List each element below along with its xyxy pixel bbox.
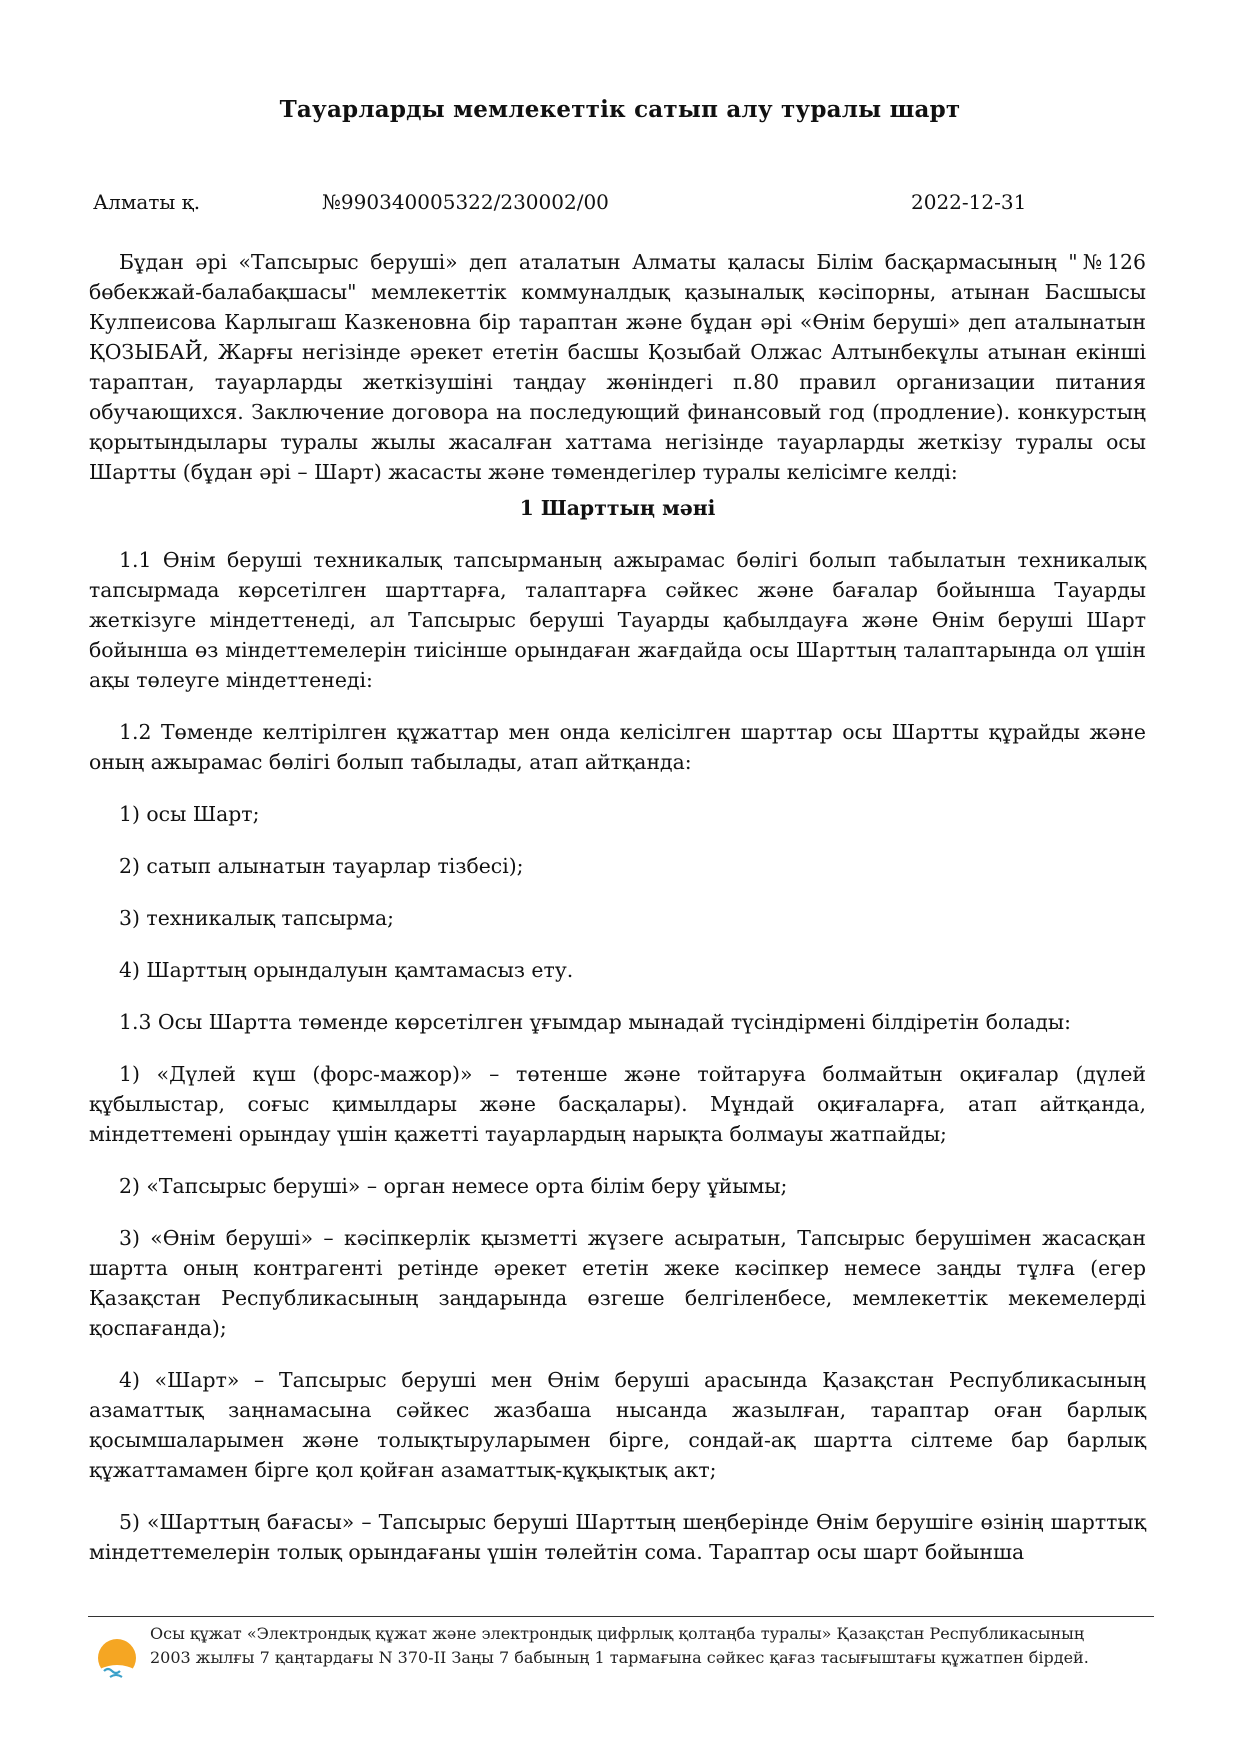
list-item: 3) техникалық тапсырма; — [119, 906, 394, 930]
list-item: 1) осы Шарт; — [119, 802, 260, 826]
definition-item: 1) «Дүлей күш (форс-мажор)» – төтенше және тойтаруға болмайтын оқиғалар (дүлей құбылыстар, соғыс қимылдары және басқалары). Мұндай оқиғаларға, атап айтқанда, міндеттемені орындау үшін қажетті тауарлардың нарықта болмауы жатпайды; — [89, 1062, 1146, 1146]
contract-number: №990340005322/230002/00 — [322, 190, 609, 214]
definition-item: 3) «Өнім беруші» – кәсіпкерлік қызметті жүзеге асыратын, Тапсырыс берушімен жасасқан шартта оның контрагенті ретінде әрекет ететін жеке кәсіпкер немесе заңды тұлға (егер Қазақстан Республикасының заңдарында өзгеше белгіленбесе, мемлекеттік мекемелерді қоспағанда); — [89, 1226, 1146, 1340]
document-body — [89, 247, 1146, 1567]
footer-legal-text: Осы құжат «Электрондық құжат және электрондық цифрлық қолтаңба туралы» Қазақстан Республикасының 2003 жылғы 7 қаңтардағы N 370-II Заңы 7 бабының 1 тармағына сәйкес қағаз тасығыштағы құжатпен бірдей. — [150, 1624, 1089, 1667]
paragraph-1-2: 1.2 Төменде келтірілген құжаттар мен онда келісілген шарттар осы Шартты құрайды және оның ажырамас бөлігі болып табылады, атап айтқанда: — [89, 720, 1146, 774]
paragraph-1-1: 1.1 Өнім беруші техникалық тапсырманың ажырамас бөлігі болып табылатын техникалық тапсырмада көрсетілген шарттарға, талаптарға сәйкес және бағалар бойынша Тауарды жеткізуге міндеттенеді, ал Тапсырыс беруші Тауарды қабылдауға және Өнім беруші Шарт бойынша өз міндеттемелерін тиісінше орындаған жағдайда осы Шарттың талаптарында ол үшін ақы төлеуге міндеттенеді: — [89, 548, 1146, 692]
footer-divider — [88, 1616, 1154, 1617]
paragraph-1-3: 1.3 Осы Шартта төменде көрсетілген ұғымдар мынадай түсіндірмені білдіретін болады: — [119, 1010, 1072, 1034]
definition-item: 2) «Тапсырыс беруші» – орган немесе орта білім беру ұйымы; — [119, 1174, 788, 1198]
intro-paragraph: Бұдан әрі «Тапсырыс беруші» деп аталатын Алматы қаласы Білім басқармасының "№126 бөбекжай-балабақшасы" мемлекеттік коммуналдық қазыналық кәсіпорны, атынан Басшысы Кулпеисова Карлыгаш Казкеновна бір тараптан және бұдан әрі «Өнім беруші» деп аталынатын ҚОЗЫБАЙ, Жарғы негізінде әрекет ететін басшы Қозыбай Олжас Алтынбекұлы атынан екінші тараптан, тауарларды жеткізушіні таңдау жөніндегі п.80 правил организации питания обучающихся. Заключение договора на последующий финансовый год (продление). конкурстың қорытындылары туралы жылы жасалған хаттама негізінде тауарларды жеткізу туралы осы Шартты (бұдан әрі – Шарт) жасасты және төмендегілер туралы келісімге келді: — [89, 250, 1146, 484]
egov-logo-icon — [92, 1635, 142, 1685]
contract-city: Алматы қ. — [93, 190, 201, 214]
list-item: 4) Шарттың орындалуын қамтамасыз ету. — [119, 958, 574, 982]
contract-date: 2022-12-31 — [911, 190, 1027, 214]
definition-item: 5) «Шарттың бағасы» – Тапсырыс беруші Шарттың шеңберінде Өнім берушіге өзінің шарттық міндеттемелерін толық орындағаны үшін төлейтін сома. Тараптар осы шарт бойынша — [89, 1510, 1146, 1564]
list-item: 2) сатып алынатын тауарлар тізбесі); — [119, 854, 524, 878]
e-document-footer — [88, 1616, 1168, 1696]
document-title: Тауарларды мемлекеттік сатып алу туралы шарт — [279, 96, 961, 123]
section-heading: 1 Шарттың мәні — [519, 496, 716, 520]
definition-item: 4) «Шарт» – Тапсырыс беруші мен Өнім беруші арасында Қазақстан Республикасының азаматтық заңнамасына сәйкес жазбаша нысанда жазылған, тараптар оған барлық қосымшаларымен және толықтыруларымен бірге, сондай-ақ шартта сілтеме бар барлық құжаттамамен бірге қол қойған азаматтық-құқықтық акт; — [89, 1368, 1146, 1482]
